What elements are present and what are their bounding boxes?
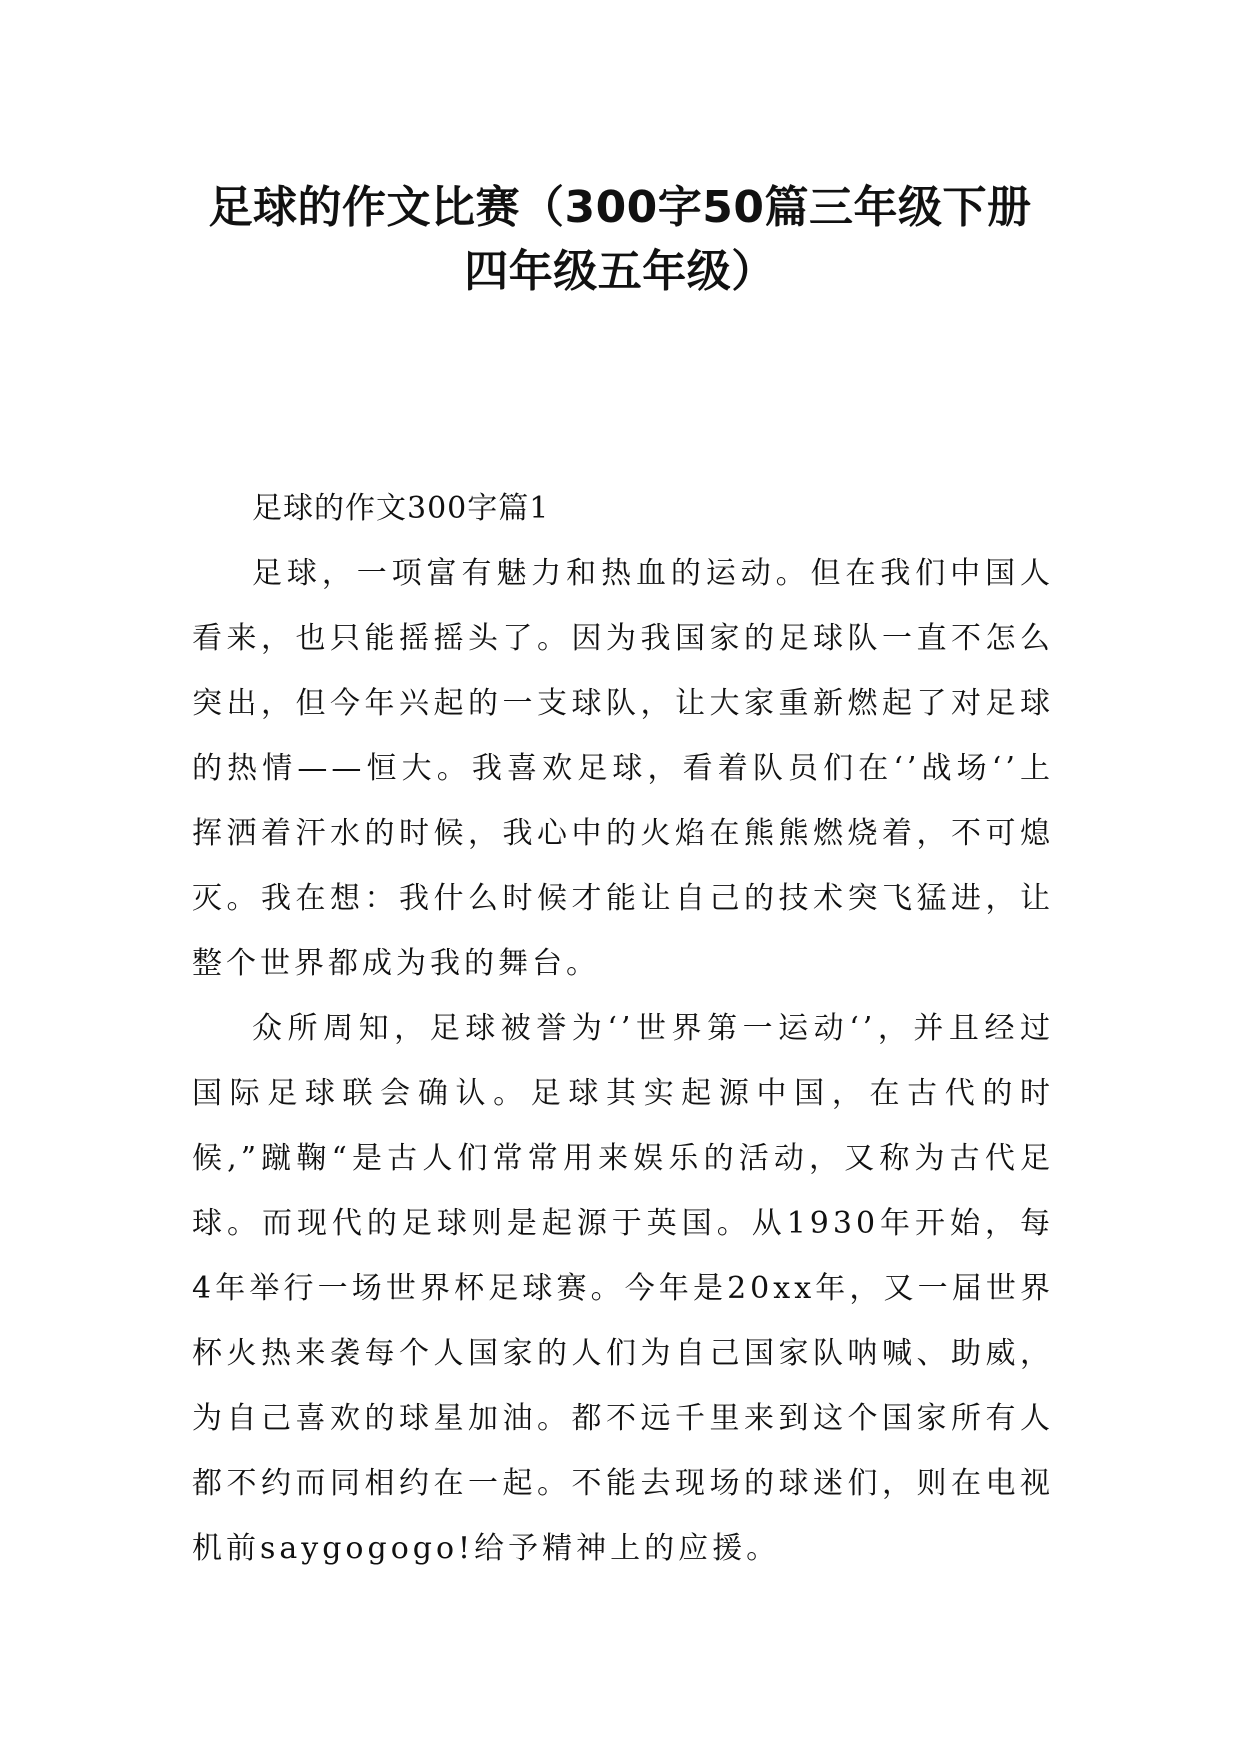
title-line-1: 足球的作文比赛（300字50篇三年级下册 (208, 182, 1032, 233)
paragraph-2: 众所周知，足球被誉为‘’世界第一运动‘’，并且经过国际足球联会确认。足球其实起源中国，在古代的时候,”蹴鞠“是古人们常常用来娱乐的活动，又称为古代足球。而现代的足球则是起源于英国。从1930年开始，每4年举行一场世界杯足球赛。今年是20xx年，又一届世界杯火热来袭每个人国家的人们为自己国家队呐喊、助威，为自己喜欢的球星加油。都不远千里来到这个国家所有人都不约而同相约在一起。不能去现场的球迷们，则在电视机前saygogogo!给予精神上的应援。 (192, 1011, 1054, 1566)
document-title (170, 176, 1070, 304)
paragraph-1: 足球，一项富有魅力和热血的运动。但在我们中国人看来，也只能摇摇头了。因为我国家的足球队一直不怎么突出，但今年兴起的一支球队，让大家重新燃起了对足球的热情——恒大。我喜欢足球，看着队员们在‘’战场‘’上挥洒着汗水的时候，我心中的火焰在熊熊燃烧着，不可熄灭。我在想：我什么时候才能让自己的技术突飞猛进，让整个世界都成为我的舞台。 (192, 556, 1054, 981)
section-heading: 足球的作文300字篇1 (252, 491, 550, 526)
document-body (192, 476, 1054, 1581)
title-line-2: 四年级五年级） (464, 246, 776, 297)
